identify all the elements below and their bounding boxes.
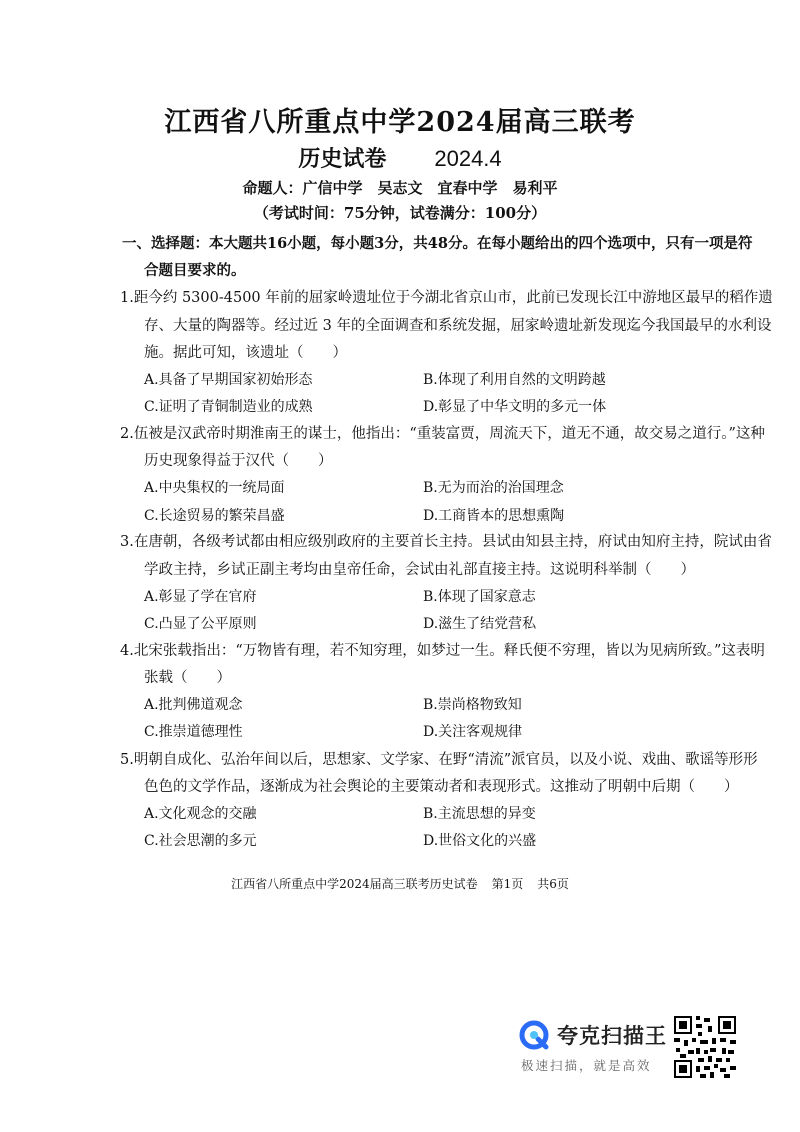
question-4-line-2: 张载（ ） (144, 670, 231, 686)
question-4-option-d: D.关注客观规律 (423, 724, 523, 740)
exam-subtitle (0, 142, 800, 173)
question-3-option-c: C.凸显了公平原则 (144, 616, 257, 632)
question-4-option-a: A.批判佛道观念 (144, 697, 243, 713)
section-heading: 一、选择题：本大题共16小题，每小题3分，共48分。在每小题给出的四个选项中，只有一项是符 (122, 235, 753, 252)
question-5-option-a: A.文化观念的交融 (144, 806, 257, 822)
question-4-option-b: B.崇尚格物致知 (423, 697, 522, 713)
question-2-option-c: C.长途贸易的繁荣昌盛 (144, 508, 285, 524)
scanner-app-name: 夸克扫描王 (557, 1024, 667, 1048)
question-1-option-c: C.证明了青铜制造业的成熟 (144, 399, 313, 415)
question-1-line-1: 1.距今约 5300-4500 年前的屈家岭遗址位于今湖北省京山市，此前已发现长江中游地区最早的稻作遗 (120, 290, 773, 306)
qr-code-icon (672, 1014, 738, 1080)
question-3-option-b: B.体现了国家意志 (423, 589, 536, 605)
author-line: 命题人：广信中学 吴志文 宜春中学 易利平 (242, 179, 558, 197)
question-3-line-1: 3.在唐朝，各级考试都由相应级别政府的主要首长主持。县试由知县主持，府试由知府主持，院试由省 (120, 534, 772, 550)
question-2-option-a: A.中央集权的一统局面 (144, 480, 285, 496)
question-4-option-c: C.推崇道德理性 (144, 724, 243, 740)
question-2-line-1: 2.伍被是汉武帝时期淮南王的谋士，他指出：“重装富贾，周流天下，道无不通，故交易之道行。”这种 (120, 426, 765, 442)
scanner-slogan: 极速扫描，就是高效 (521, 1058, 652, 1073)
question-1-line-2: 存、大量的陶器等。经过近 3 年的全面调查和系统发掘，屈家岭遗址新发现迄今我国最早的水利设 (144, 318, 772, 334)
exam-title: 江西省八所重点中学2024届高三联考 (164, 107, 636, 138)
quark-logo-icon (519, 1020, 549, 1050)
question-4-line-1: 4.北宋张载指出：“万物皆有理，若不知穷理，如梦过一生。释氏便不穷理，皆以为见病所致。”这表明 (120, 643, 765, 659)
question-3-line-2: 学政主持，乡试正副主考均由皇帝任命，会试由礼部直接主持。这说明科举制（ ） (144, 562, 695, 578)
subject-label: 历史试卷 (298, 146, 387, 172)
footer-exam-name: 江西省八所重点中学2024届高三联考历史试卷 (231, 877, 478, 891)
question-3-option-a: A.彰显了学在官府 (144, 589, 257, 605)
question-5-line-1: 5.明朝自成化、弘治年间以后，思想家、文学家、在野“清流”派官员，以及小说、戏曲、歌谣等形形 (120, 752, 758, 768)
question-3-option-d: D.滋生了结党营私 (423, 616, 537, 632)
question-1-line-3: 施。据此可知，该遗址（ ） (144, 345, 347, 361)
page-footer (0, 875, 800, 892)
question-5-option-c: C.社会思潮的多元 (144, 833, 257, 849)
question-2-line-2: 历史现象得益于汉代（ ） (144, 453, 333, 469)
question-1-option-b: B.体现了利用自然的文明跨越 (423, 372, 606, 388)
question-2-option-b: B.无为而治的治国理念 (423, 480, 564, 496)
question-1-option-d: D.彰显了中华文明的多元一体 (423, 399, 607, 415)
footer-total-pages: 共6页 (537, 877, 569, 891)
question-5-option-b: B.主流思想的异变 (423, 806, 536, 822)
question-1-option-a: A.具备了早期国家初始形态 (144, 372, 313, 388)
question-2-option-d: D.工商皆本的思想熏陶 (423, 508, 565, 524)
section-heading-cont: 合题目要求的。 (144, 262, 246, 279)
question-5-option-d: D.世俗文化的兴盛 (423, 833, 537, 849)
exam-time-info: （考试时间：75分钟，试卷满分：100分） (253, 204, 547, 222)
scanner-watermark (519, 1016, 669, 1080)
exam-date: 2024.4 (434, 146, 502, 171)
footer-page-number: 第1页 (491, 877, 524, 891)
question-5-line-2: 色色的文学作品，逐渐成为社会舆论的主要策动者和表现形式。这推动了明朝中后期（ ） (144, 779, 739, 795)
